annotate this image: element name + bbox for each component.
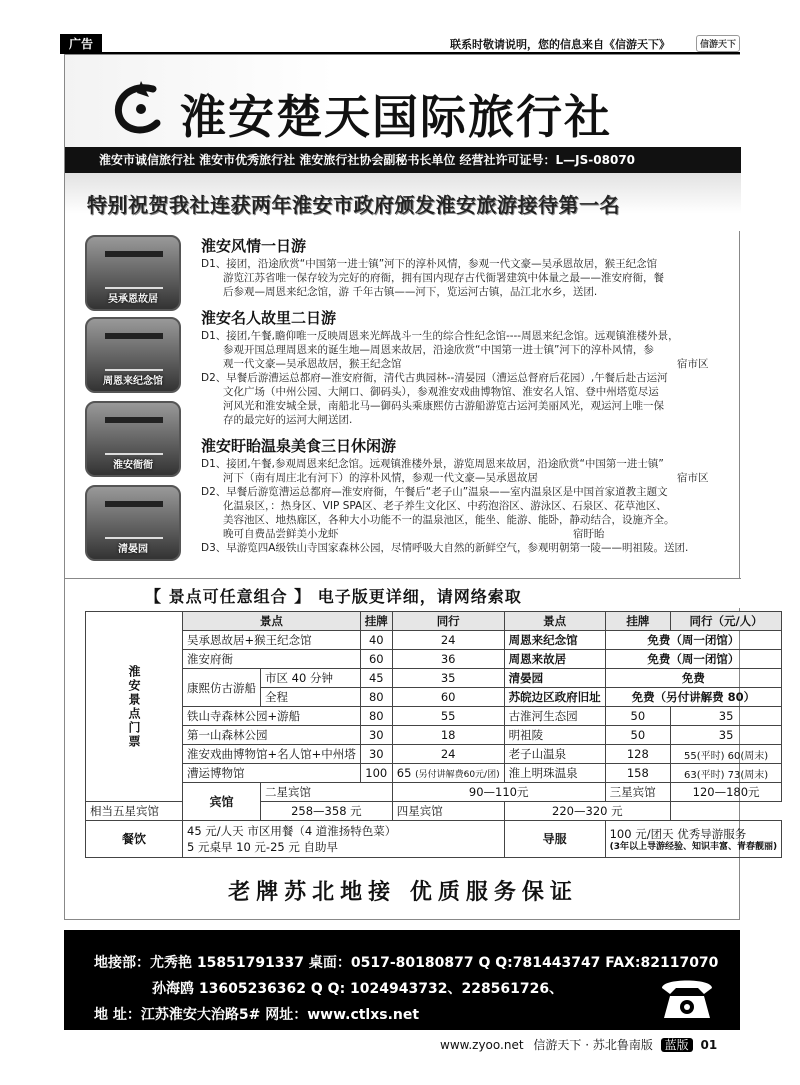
table-row: 铁山寺森林公园+游船 80 55 古淮河生态园 50 35 (86, 707, 782, 726)
contact-line-1: 地接部：尤秀艳 15851791337 桌面：0517-80180877 Q Q:781443747 FAX:82117070 (94, 955, 719, 971)
side-label-food: 餐饮 (86, 821, 183, 858)
table-row: 漕运博物馆 100 65 (另付讲解费60元/团) 淮上明珠温泉 158 63(平时) 73(周末) (86, 764, 782, 783)
table-row: 吴承恩故居+猴王纪念馆 40 24 周恩来纪念馆 免费（周一闭馆） (86, 631, 782, 650)
tour-line: 河下（南有周庄北有河下）的淳朴风情，参观一代文豪—吴承恩故居 (223, 472, 538, 484)
publication-logo: 信游天下 (696, 35, 740, 52)
tour-line: D1、接团，沿途欣赏“中国第一进士镇”河下的淳朴风情，参观一代文豪—吴承恩故居，猴王纪念馆 (201, 258, 658, 270)
table-row: 康熙仿古游船 市区 40 分钟 45 35 清晏园 免费 (86, 669, 782, 688)
guide-label: 导服 (504, 821, 605, 858)
agency-title: 淮安楚天国际旅行社 (180, 90, 612, 144)
tour-line: 河风光和淮安城全景，南船北马—御码头乘康熙仿古游船游览古运河美丽风光，观运河上唯一保 (223, 400, 664, 412)
ad-frame (64, 54, 778, 920)
edition-badge: 蓝版 (661, 1038, 693, 1052)
banner-text: 特别祝贺我社连获两年淮安市政府颁发淮安旅游接待第一名 (87, 193, 620, 217)
ad-tag: 广告 (60, 34, 102, 54)
hotel-row: 宾馆 二星宾馆 90—110元 三星宾馆 120—180元 (86, 783, 782, 802)
photo-wu-chengen-residence: 吴承恩故居 (85, 235, 181, 311)
header (65, 55, 741, 147)
credentials-bar: 淮安市诚信旅行社 淮安市优秀旅行社 淮安旅行社协会副秘书长单位 经营社许可证号：L—JS-08070 (65, 147, 741, 173)
slogan: 老牌苏北地接 优质服务保证 (228, 880, 578, 905)
tour-title-3: 淮安盱眙温泉美食三日休闲游 (201, 437, 397, 455)
top-note: 联系时敬请说明，您的信息来自《信游天下》 (450, 38, 670, 51)
table-row: 淮安府衙 60 36 周恩来故居 免费（周一闭馆） (86, 650, 782, 669)
table-row: 全程 80 60 苏皖边区政府旧址 免费（另付讲解费 80） (86, 688, 782, 707)
food-row: 餐饮 45 元/人天 市区用餐（4 道淮扬特色菜） 5 元桌早 10 元-25 元 自助早 导服 100 元/团天 优秀导游服务 (3年以上导游经验、知识丰富、青春靓丽) (86, 821, 782, 858)
footer-site: www.zyoo.net (440, 1038, 524, 1052)
congrats-banner (65, 173, 741, 231)
tour-line: 游览江苏省唯一保存较为完好的府衙，拥有国内现存古代衙署建筑中体量之最——淮安府衙，餐 (223, 272, 664, 284)
contact-block (64, 930, 740, 1030)
tour-line: D2、早餐后游览漕运总都府—淮安府衙，午餐后“老子山”温泉——室内温泉区是中国首家道教主题文 (201, 486, 668, 498)
contact-line-2: 孙海鸥 13605236362 Q Q: 1024943732、228561726、 (152, 981, 564, 997)
side-label-tickets: 淮安景点门票 (86, 612, 183, 802)
footer (440, 1036, 717, 1053)
table-header: 淮安景点门票 景点 挂牌 同行 景点 挂牌 同行（元/人） (86, 612, 782, 631)
tour-overnight: 宿盱眙 (573, 528, 605, 540)
combo-text: 【 景点可任意组合 】 电子版更详细，请网络索取 (145, 587, 522, 606)
tour-line: D1、接团,午餐,参观周恩来纪念馆。远观镇淮楼外景，游览周恩来故居，沿途欣赏“中国第一进士镇” (201, 458, 664, 470)
photo-huaian-yamen: 淮安衙衙 (85, 401, 181, 477)
footer-edition: 信游天下 · 苏北鲁南版 (533, 1038, 653, 1052)
agency-logo-icon (111, 79, 165, 137)
tour-line: 后参观—周恩来纪念馆，游 千年古镇——河下，览运河古镇，品江北水乡，送团. (223, 286, 598, 298)
tour-line: 化温泉区，：热身区、VIP SPA区、老子养生文化区、中药泡浴区、游泳区、石泉区、花草池区、 (223, 500, 667, 512)
contact-line-3: 地 址：江苏淮安大治路5# 网址：www.ctlxs.net (94, 1007, 420, 1023)
hotel-row: 相当五星宾馆 258—358 元 四星宾馆 220—320 元 (86, 802, 782, 821)
tour-line: D2、早餐后游漕运总都府—淮安府衙，清代古典园林--清晏园（漕运总督府后花园）,午餐后赴古运河 (201, 372, 668, 384)
photo-qingyan-garden: 清晏园 (85, 485, 181, 561)
top-bar (60, 34, 740, 54)
page-number: 01 (700, 1038, 718, 1052)
table-row: 第一山森林公园 30 18 明祖陵 50 35 (86, 726, 782, 745)
price-table (85, 611, 782, 858)
side-label-hotel: 宾馆 (183, 783, 261, 821)
tour-title-1: 淮安风情一日游 (201, 237, 307, 255)
tour-line: 晚可自费品尝鲜美小龙虾 (223, 528, 339, 540)
tour-line: 美容池区、地热廊区，各种大小功能不一的温泉池区，能坐、能游、能卧，静动结合，设施齐全。 (223, 514, 675, 526)
tour-overnight: 宿市区 (677, 358, 709, 370)
tour-line: 参观开国总理周恩来的诞生地—周恩来故居，沿途欣赏“中国第一进士镇”河下的淳朴风情，参 (223, 344, 654, 356)
tour-line: 观一代文豪—吴承恩故居，猴王纪念馆 (223, 358, 402, 370)
table-row: 淮安戏曲博物馆+名人馆+中州塔 30 24 老子山温泉 128 55(平时) 60(周末) (86, 745, 782, 764)
tour-overnight: 宿市区 (677, 472, 709, 484)
tour-line: D3、早游览四A级铁山寺国家森林公园，尽情呼吸大自然的新鲜空气，参观明朝第一陵——明祖陵。送团. (201, 542, 689, 554)
photo-zhou-enlai-memorial: 周恩来纪念馆 (85, 317, 181, 393)
tour-line: 文化广场（中州公园、大闸口、御码头），参观淮安戏曲博物馆、淮安名人馆、登中州塔览尽运 (223, 386, 659, 398)
telephone-icon (658, 974, 716, 1022)
tour-title-2: 淮安名人故里二日游 (201, 309, 337, 327)
tour-line: D1、接团,午餐,瞻仰唯一反映周恩来光辉战斗一生的综合性纪念馆----周恩来纪念馆。远观镇淮楼外景， (201, 330, 679, 342)
tour-line: 存的最完好的运河大闸送团. (223, 414, 353, 426)
combo-bar (65, 578, 741, 608)
